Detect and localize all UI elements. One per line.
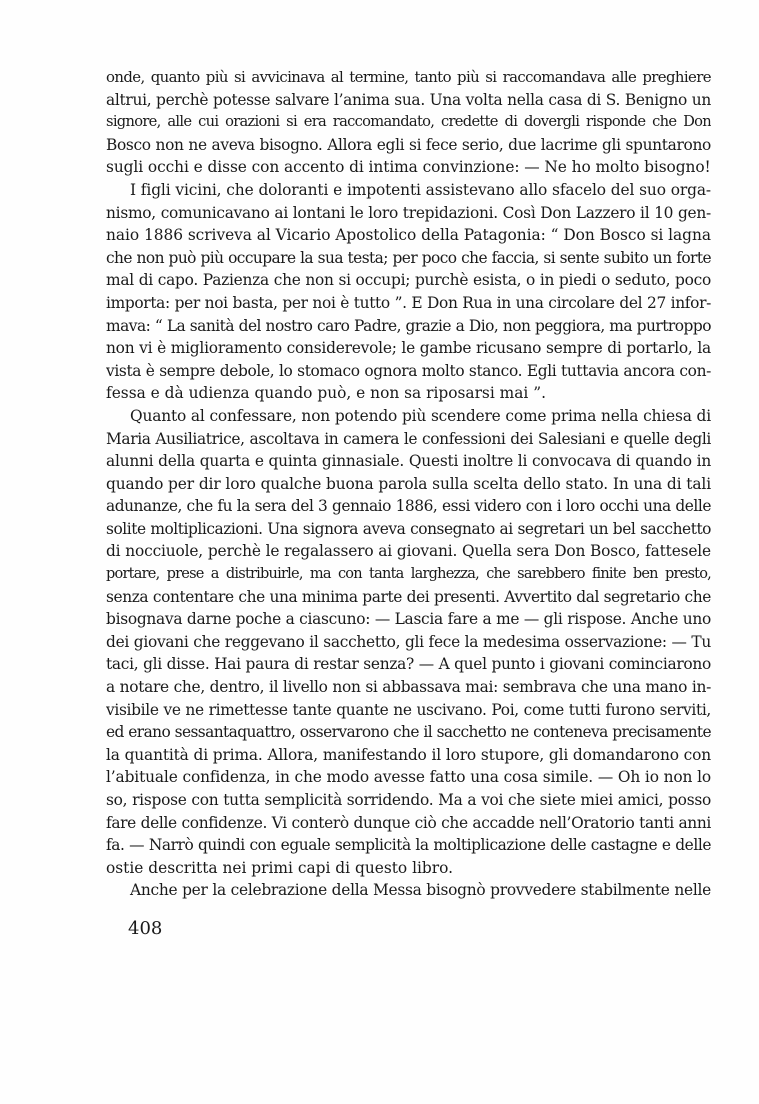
text-line: a notare che, dentro, il livello non si abbassava mai: sembrava che una mano in- [106,678,711,697]
text-line: Anche per la celebrazione della Messa bisognò provvedere stabilmente nelle [130,881,711,900]
text-line: signore, alle cui orazioni si era raccomandato, credette di dovergli risponde che Don [106,113,711,131]
text-line: adunanze, che fu la sera del 3 gennaio 1886, essi videro con i loro occhi una delle [106,497,711,516]
text-line: Bosco non ne aveva bisogno. Allora egli si fece serio, due lacrime gli spuntarono [106,135,711,154]
text-line: che non può più occupare la sua testa; per poco che faccia, si sente subito un forte [106,248,711,267]
text-line: ed erano sessantaquattro, osservarono che il sacchetto ne conteneva precisamente [106,723,711,742]
page-number: 408 [128,918,163,939]
text-line: Maria Ausiliatrice, ascoltava in camera le confessioni dei Salesiani e quelle degli [106,429,711,448]
text-line: Quanto al confessare, non potendo più scendere come prima nella chiesa di [130,406,711,425]
text-line: onde, quanto più si avvicinava al termine, tanto più si raccomandava alle preghiere [106,68,711,86]
text-line: bisognava darne poche a ciascuno: — Lascia fare a me — gli rispose. Anche uno [106,610,711,629]
text-line: visibile ve ne rimettesse tante quante ne uscivano. Poi, come tutti furono serviti, [106,700,711,719]
text-line: non vi è miglioramento considerevole; le gambe ricusano sempre di portarlo, la [106,339,711,358]
text-line: quando per dir loro qualche buona parola sulla scelta dello stato. In una di tali [106,474,711,493]
text-line: altrui, perchè potesse salvare l’anima sua. Una volta nella casa di S. Benigno un [106,90,711,109]
text-line: la quantità di prima. Allora, manifestando il loro stupore, gli domandarono con [106,745,711,764]
text-line: ostie descritta nei primi capi di questo libro. [106,858,454,877]
text-line: nismo, comunicavano ai lontani le loro trepidazioni. Così Don Lazzero il 10 gen- [106,203,711,222]
text-line: importa: per noi basta, per noi è tutto ”. E Don Rua in una circolare del 27 infor- [106,293,711,312]
text-line: sugli occhi e disse con accento di intima convinzione: — Ne ho molto bisogno! [106,158,711,177]
text-line: alunni della quarta e quinta ginnasiale. Questi inoltre li convocava di quando in [106,452,711,471]
text-line: I figli vicini, che doloranti e impotenti assistevano allo sfacelo del suo orga- [130,180,711,199]
text-line: fessa e dà udienza quando può, e non sa riposarsi mai ”. [106,384,546,403]
text-line: dei giovani che reggevano il sacchetto, gli fece la medesima osservazione: — Tu [106,632,711,651]
text-line: solite moltiplicazioni. Una signora aveva consegnato ai segretari un bel sacchetto [106,519,711,538]
text-line: fare delle confidenze. Vi conterò dunque ciò che accadde nell’Oratorio tanti anni [106,813,711,832]
text-line: so, rispose con tutta semplicità sorridendo. Ma a voi che siete miei amici, posso [106,791,711,809]
text-line: taci, gli disse. Hai paura di restar senza? — A quel punto i giovani cominciarono [106,655,711,674]
text-line: l’abituale confidenza, in che modo avesse fatto una cosa simile. — Oh io non lo [106,768,711,787]
body-text [106,66,711,902]
text-line: portare, prese a distribuirle, ma con tanta larghezza, che sarebbero finite ben presto, [106,566,711,583]
text-line: fa. — Narrò quindi con eguale semplicità la moltiplicazione delle castagne e delle [106,836,711,855]
text-line: mal di capo. Pazienza che non si occupi; purchè esista, o in piedi o seduto, poco [106,271,711,290]
text-line: senza contentare che una minima parte dei presenti. Avvertito dal segretario che [106,587,711,606]
text-line: vista è sempre debole, lo stomaco ognora molto stanco. Egli tuttavia ancora con- [106,361,711,380]
text-line: mava: “ La sanità del nostro caro Padre, grazie a Dio, non peggiora, ma purtroppo [106,316,711,335]
text-line: naio 1886 scriveva al Vicario Apostolico della Patagonia: “ Don Bosco si lagna [106,226,711,245]
text-line: di nocciuole, perchè le regalassero ai giovani. Quella sera Don Bosco, fattesele [106,542,711,561]
